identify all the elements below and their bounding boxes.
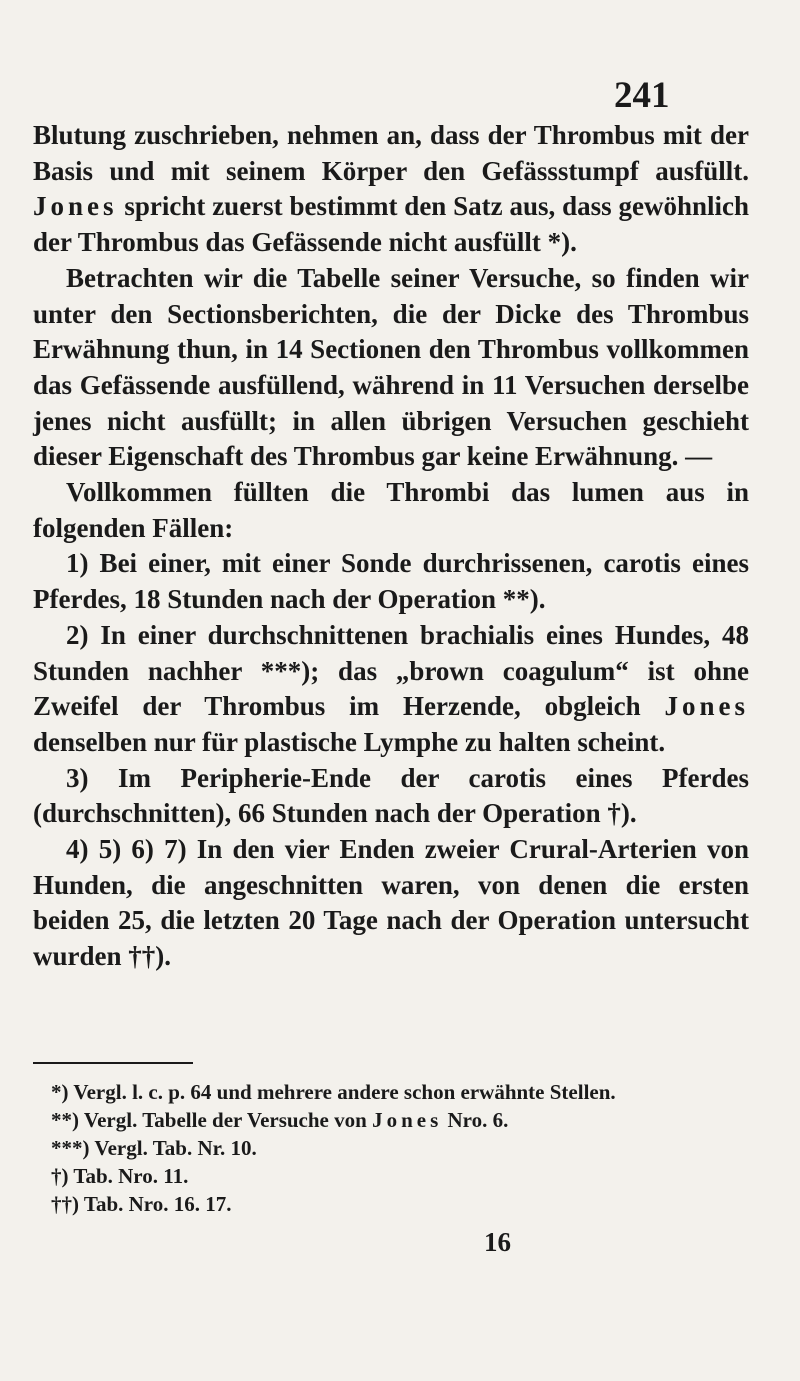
paragraph-6: 3) Im Peripherie-Ende der carotis eines Pferdes (durchschnitten), 66 Stunden nach der Operation †). bbox=[33, 762, 749, 829]
paragraph-7: 4) 5) 6) 7) In den vier Enden zweier Crural-Arterien von Hunden, die angeschnitten waren, von denen die ersten beiden 25, die letzten 20 Tage nach der Operation untersucht wurden ††). bbox=[33, 834, 749, 972]
paragraph-5-text-b: denselben nur für plastische Lymphe zu halten scheint. bbox=[33, 726, 666, 757]
author-name-jones: Jones bbox=[33, 191, 118, 222]
footnote-1: *) Vergl. l. c. p. 64 und mehrere andere schon erwähnte Stellen. bbox=[51, 1080, 616, 1104]
author-name-jones: Jones bbox=[372, 1108, 443, 1132]
footnote-2-text-b: Nro. 6. bbox=[442, 1108, 509, 1132]
footnote-3: ***) Vergl. Tab. Nr. 10. bbox=[51, 1136, 257, 1160]
footnote-5: ††) Tab. Nro. 16. 17. bbox=[51, 1192, 232, 1216]
paragraph-4: 1) Bei einer, mit einer Sonde durchrissenen, carotis eines Pferdes, 18 Stunden nach der Operation **). bbox=[33, 548, 749, 615]
paragraph-5-text-a: 2) In einer durchschnittenen brachialis eines Hundes, 48 Stunden nachher ***); das „brown coagulum“ ist ohne Zweifel der Thrombus im Herzende, obgleich bbox=[33, 619, 749, 722]
page-number: 241 bbox=[614, 75, 670, 116]
footnote-2 bbox=[33, 1106, 749, 1134]
paragraph-1-text-b: spricht zuerst bestimmt den Satz aus, dass gewöhnlich der Thrombus das Gefässende nicht ausfüllt *). bbox=[33, 191, 749, 258]
signature-mark: 16 bbox=[484, 1227, 511, 1257]
paragraph-1 bbox=[33, 118, 749, 261]
footnote-4: †) Tab. Nro. 11. bbox=[51, 1164, 189, 1188]
body-text bbox=[33, 118, 749, 975]
footnote-divider bbox=[33, 1062, 193, 1064]
paragraph-1-text-a: Blutung zuschrieben, nehmen an, dass der Thrombus mit der Basis und mit seinem Körper den Gefässstumpf ausfüllt. bbox=[33, 120, 749, 186]
footnote-2-text-a: **) Vergl. Tabelle der Versuche von bbox=[51, 1108, 373, 1132]
author-name-jones: Jones bbox=[664, 691, 749, 722]
paragraph-2: Betrachten wir die Tabelle seiner Versuche, so finden wir unter den Sectionsberichten, die der Dicke des Thrombus Erwähnung thun, in 14 Sectionen den Thrombus vollkommen das Gefässende ausfüllend, während in 11 Versuchen derselbe jenes nicht ausfüllt; in allen übrigen Versuchen geschieht dieser Eigenschaft des Thrombus gar keine Erwähnung. — bbox=[33, 262, 749, 472]
paragraph-3: Vollkommen füllten die Thrombi das lumen aus in folgenden Fällen: bbox=[33, 477, 749, 543]
footnotes bbox=[33, 1078, 749, 1218]
paragraph-5 bbox=[33, 618, 749, 761]
